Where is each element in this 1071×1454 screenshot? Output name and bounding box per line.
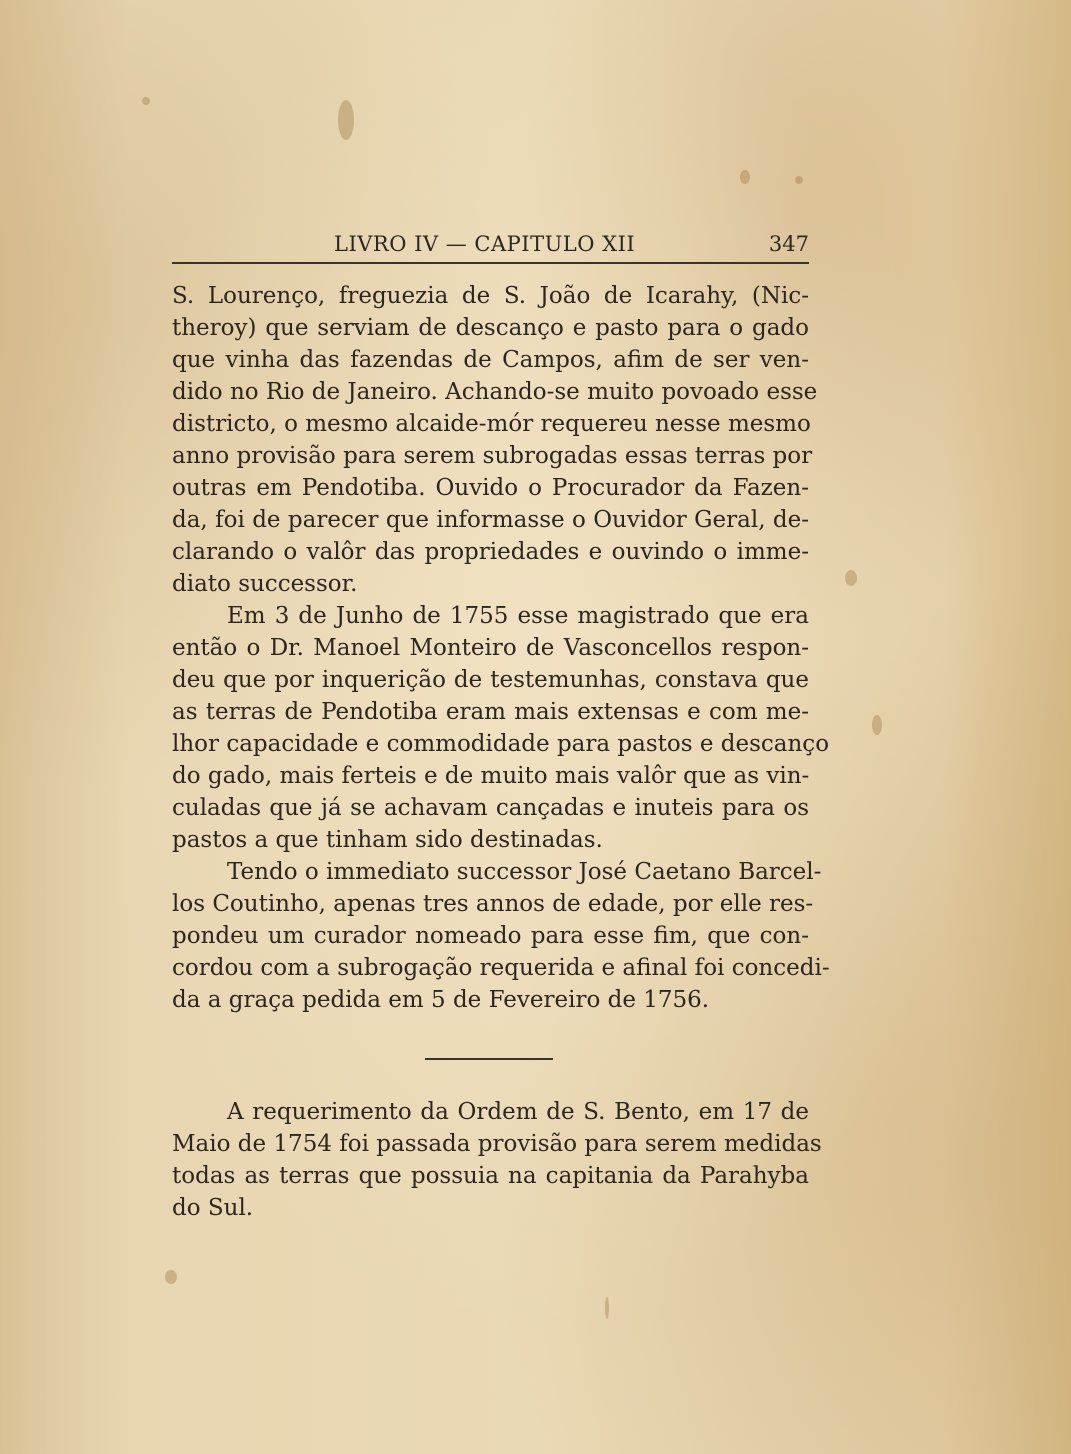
text-line: anno provisão para serem subrogadas essas terras por [172, 443, 813, 469]
text-line: dido no Rio de Janeiro. Achando-se muito povoado esse [172, 379, 818, 405]
stain-mark [165, 1270, 177, 1284]
stain-mark [845, 570, 857, 586]
text-line: diato successor. [172, 571, 358, 597]
text-line: pondeu um curador nomeado para esse fim, que con- [172, 923, 809, 949]
text-line: deu que por inquerição de testemunhas, constava que [172, 667, 809, 693]
text-line: pastos a que tinham sido destinadas. [172, 827, 603, 853]
text-line: Tendo o immediato successor José Caetano Barcel- [227, 859, 822, 885]
stain-mark [142, 97, 150, 105]
running-title: LIVRO IV — CAPITULO XII [334, 232, 636, 256]
text-line: theroy) que serviam de descanço e pasto para o gado [172, 315, 809, 341]
text-line: Em 3 de Junho de 1755 esse magistrado que era [227, 603, 809, 629]
stain-mark [740, 170, 750, 184]
text-line: districto, o mesmo alcaide-mór requereu nesse mesmo [172, 411, 811, 437]
text-line: clarando o valôr das propriedades e ouvindo o imme- [172, 539, 809, 565]
running-header [172, 228, 809, 264]
text-line: todas as terras que possuia na capitania da Parahyba [172, 1163, 809, 1189]
stain-mark [795, 176, 803, 184]
page-number: 347 [768, 232, 809, 256]
text-line: Maio de 1754 foi passada provisão para serem medidas [172, 1131, 822, 1157]
text-line: S. Lourenço, freguezia de S. João de Icarahy, (Nic- [172, 283, 809, 309]
text-line: cordou com a subrogação requerida e afinal foi concedi- [172, 955, 830, 981]
text-line: A requerimento da Ordem de S. Bento, em 17 de [227, 1099, 809, 1125]
text-line: da, foi de parecer que informasse o Ouvidor Geral, de- [172, 507, 809, 533]
text-line: outras em Pendotiba. Ouvido o Procurador da Fazen- [172, 475, 809, 501]
text-line: que vinha das fazendas de Campos, afim de ser ven- [172, 347, 809, 373]
text-line: lhor capacidade e commodidade para pastos e descanço [172, 731, 830, 757]
text-line: então o Dr. Manoel Monteiro de Vasconcellos respon- [172, 635, 809, 661]
section-divider [425, 1058, 553, 1060]
text-line: culadas que já se achavam cançadas e inuteis para os [172, 795, 809, 821]
text-line: los Coutinho, apenas tres annos de edade, por elle res- [172, 891, 814, 917]
text-line: do Sul. [172, 1195, 254, 1221]
stain-mark [605, 1297, 609, 1319]
stain-mark [338, 100, 354, 140]
stain-mark [872, 715, 882, 735]
text-line: da a graça pedida em 5 de Fevereiro de 1756. [172, 987, 710, 1013]
text-line: do gado, mais ferteis e de muito mais valôr que as vin- [172, 763, 810, 789]
text-line: as terras de Pendotiba eram mais extensas e com me- [172, 699, 809, 725]
